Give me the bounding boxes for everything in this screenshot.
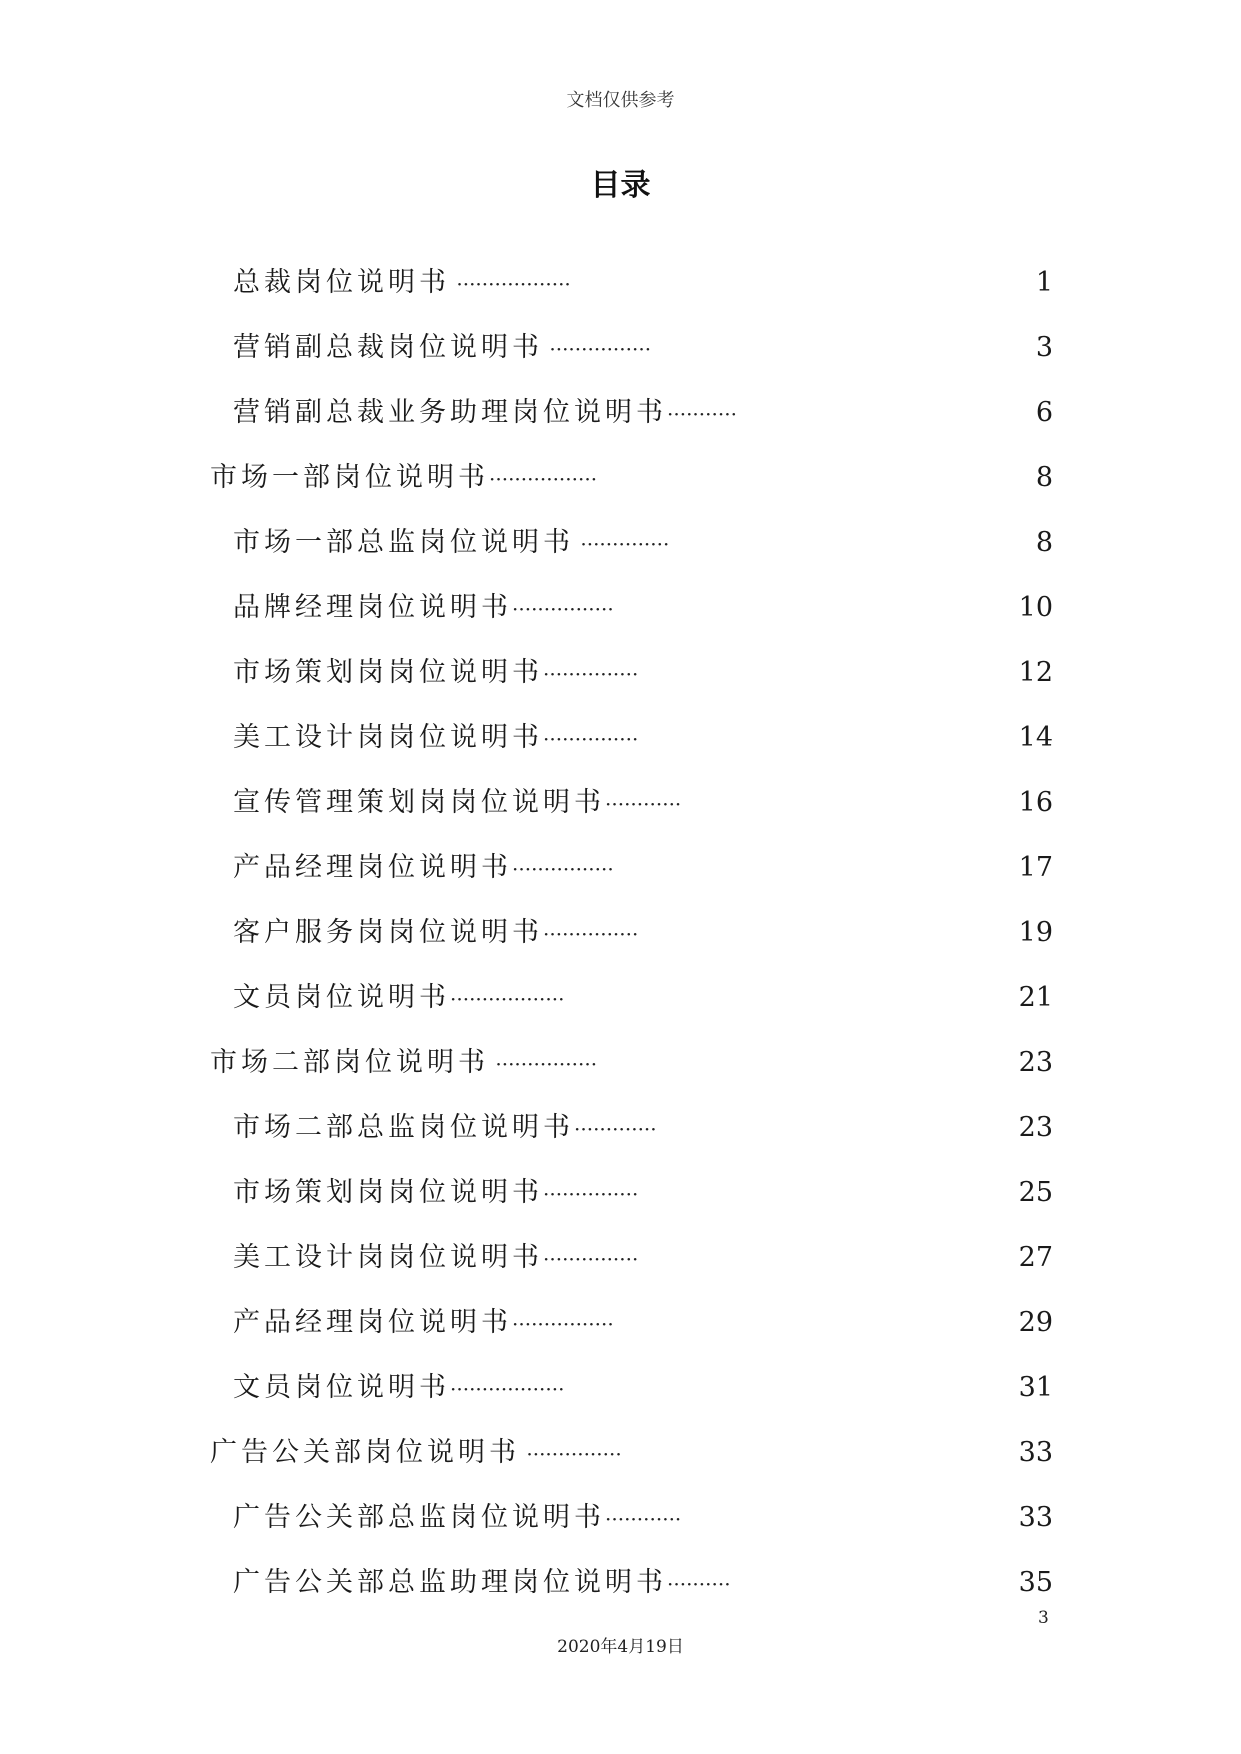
toc-entry-leader: ··················	[450, 1377, 565, 1401]
toc-entry[interactable]	[210, 1095, 1053, 1160]
toc-entry-label: 广告公关部总监助理岗位说明书	[233, 1567, 667, 1598]
toc-entry-leader: ················	[512, 1312, 614, 1336]
toc-entry[interactable]	[210, 1355, 1053, 1420]
footer-date: 2020年4月19日	[557, 1637, 684, 1657]
toc-entry-page: 1	[1035, 267, 1053, 298]
toc-entry[interactable]	[210, 640, 1053, 705]
toc-entry-page: 19	[1018, 917, 1053, 948]
toc-entry-page: 16	[1018, 787, 1053, 818]
toc-entry-label: 营销副总裁岗位说明书	[233, 332, 543, 363]
toc-entry-page: 33	[1018, 1437, 1053, 1468]
toc-entry[interactable]	[210, 900, 1053, 965]
toc-entry-page: 8	[1035, 462, 1053, 493]
toc-entry-leader: ···············	[520, 1442, 622, 1466]
toc-entry-page: 10	[1018, 592, 1053, 623]
toc-entry-page: 21	[1018, 982, 1053, 1013]
toc-entry-label: 产品经理岗位说明书	[233, 852, 512, 883]
toc-entry-page: 33	[1018, 1502, 1053, 1533]
toc-entry[interactable]	[210, 835, 1053, 900]
toc-entry-leader: ·············	[574, 1117, 657, 1141]
toc-entry[interactable]	[210, 1290, 1053, 1355]
toc-entry-leader: ················	[512, 857, 614, 881]
toc-entry-label: 品牌经理岗位说明书	[233, 592, 512, 623]
toc-entry-page: 23	[1018, 1112, 1053, 1143]
toc-entry-leader: ············	[605, 1507, 682, 1531]
toc-entry-label: 文员岗位说明书	[233, 1372, 450, 1403]
toc-entry[interactable]	[210, 705, 1053, 770]
toc-entry-page: 17	[1018, 852, 1053, 883]
toc-entry-label: 美工设计岗岗位说明书	[233, 1242, 543, 1273]
toc-entry-page: 6	[1035, 397, 1053, 428]
toc-entry-label: 市场一部总监岗位说明书	[233, 527, 574, 558]
toc-entry-leader: ················	[543, 337, 652, 361]
toc-entry[interactable]	[210, 315, 1053, 380]
toc-entry-page: 14	[1018, 722, 1053, 753]
toc-entry[interactable]	[210, 965, 1053, 1030]
toc-entry-label: 广告公关部总监岗位说明书	[233, 1502, 605, 1533]
toc-entry-page: 3	[1035, 332, 1053, 363]
toc-entry-page: 35	[1018, 1567, 1053, 1598]
toc-entry[interactable]	[210, 1420, 1053, 1485]
toc-entry-label: 客户服务岗岗位说明书	[233, 917, 543, 948]
toc-entry-label: 市场二部岗位说明书	[210, 1047, 489, 1078]
toc-entry-leader: ················	[512, 597, 614, 621]
toc-entry-label: 文员岗位说明书	[233, 982, 450, 1013]
toc-entry-label: 市场二部总监岗位说明书	[233, 1112, 574, 1143]
toc-entry-leader: ···············	[543, 1182, 639, 1206]
toc-entry-leader: ··················	[450, 272, 571, 296]
toc-entry-page: 8	[1035, 527, 1053, 558]
toc-entry-leader: ··················	[450, 987, 565, 1011]
page-number: 3	[1038, 1608, 1049, 1628]
toc-entry-leader: ···············	[543, 727, 639, 751]
toc-entry[interactable]	[210, 1225, 1053, 1290]
toc-entry[interactable]	[210, 250, 1053, 315]
toc-entry-page: 31	[1018, 1372, 1053, 1403]
toc-entry-leader: ···········	[667, 402, 737, 426]
toc-entry-leader: ··········	[667, 1572, 731, 1596]
toc-entry-label: 广告公关部岗位说明书	[210, 1437, 520, 1468]
toc-entry-leader: ·················	[489, 467, 598, 491]
toc-entry-label: 市场策划岗岗位说明书	[233, 657, 543, 688]
toc-entry[interactable]	[210, 770, 1053, 835]
toc-entry[interactable]	[210, 380, 1053, 445]
toc-entry-page: 12	[1018, 657, 1053, 688]
toc-entry-leader: ···············	[543, 922, 639, 946]
toc-entry[interactable]	[210, 510, 1053, 575]
toc-entry[interactable]	[210, 445, 1053, 510]
toc-entry-page: 25	[1018, 1177, 1053, 1208]
toc-entry-label: 市场一部岗位说明书	[210, 462, 489, 493]
toc-entry[interactable]	[210, 1030, 1053, 1095]
toc-entry-label: 总裁岗位说明书	[233, 267, 450, 298]
toc-entry[interactable]	[210, 1550, 1053, 1615]
toc-entry-leader: ··············	[574, 532, 670, 556]
toc-entry[interactable]	[210, 1160, 1053, 1225]
toc-entry-page: 27	[1018, 1242, 1053, 1273]
table-of-contents	[210, 250, 1053, 1615]
toc-entry-leader: ················	[489, 1052, 598, 1076]
toc-title: 目录	[590, 168, 651, 203]
toc-entry[interactable]	[210, 575, 1053, 640]
header-note: 文档仅供参考	[566, 90, 675, 111]
toc-entry-leader: ···············	[543, 662, 639, 686]
toc-entry-label: 营销副总裁业务助理岗位说明书	[233, 397, 667, 428]
toc-entry-label: 美工设计岗岗位说明书	[233, 722, 543, 753]
toc-entry[interactable]	[210, 1485, 1053, 1550]
toc-entry-label: 宣传管理策划岗岗位说明书	[233, 787, 605, 818]
toc-entry-page: 29	[1018, 1307, 1053, 1338]
toc-entry-leader: ············	[605, 792, 682, 816]
toc-entry-label: 产品经理岗位说明书	[233, 1307, 512, 1338]
toc-entry-leader: ···············	[543, 1247, 639, 1271]
toc-entry-page: 23	[1018, 1047, 1053, 1078]
toc-entry-label: 市场策划岗岗位说明书	[233, 1177, 543, 1208]
